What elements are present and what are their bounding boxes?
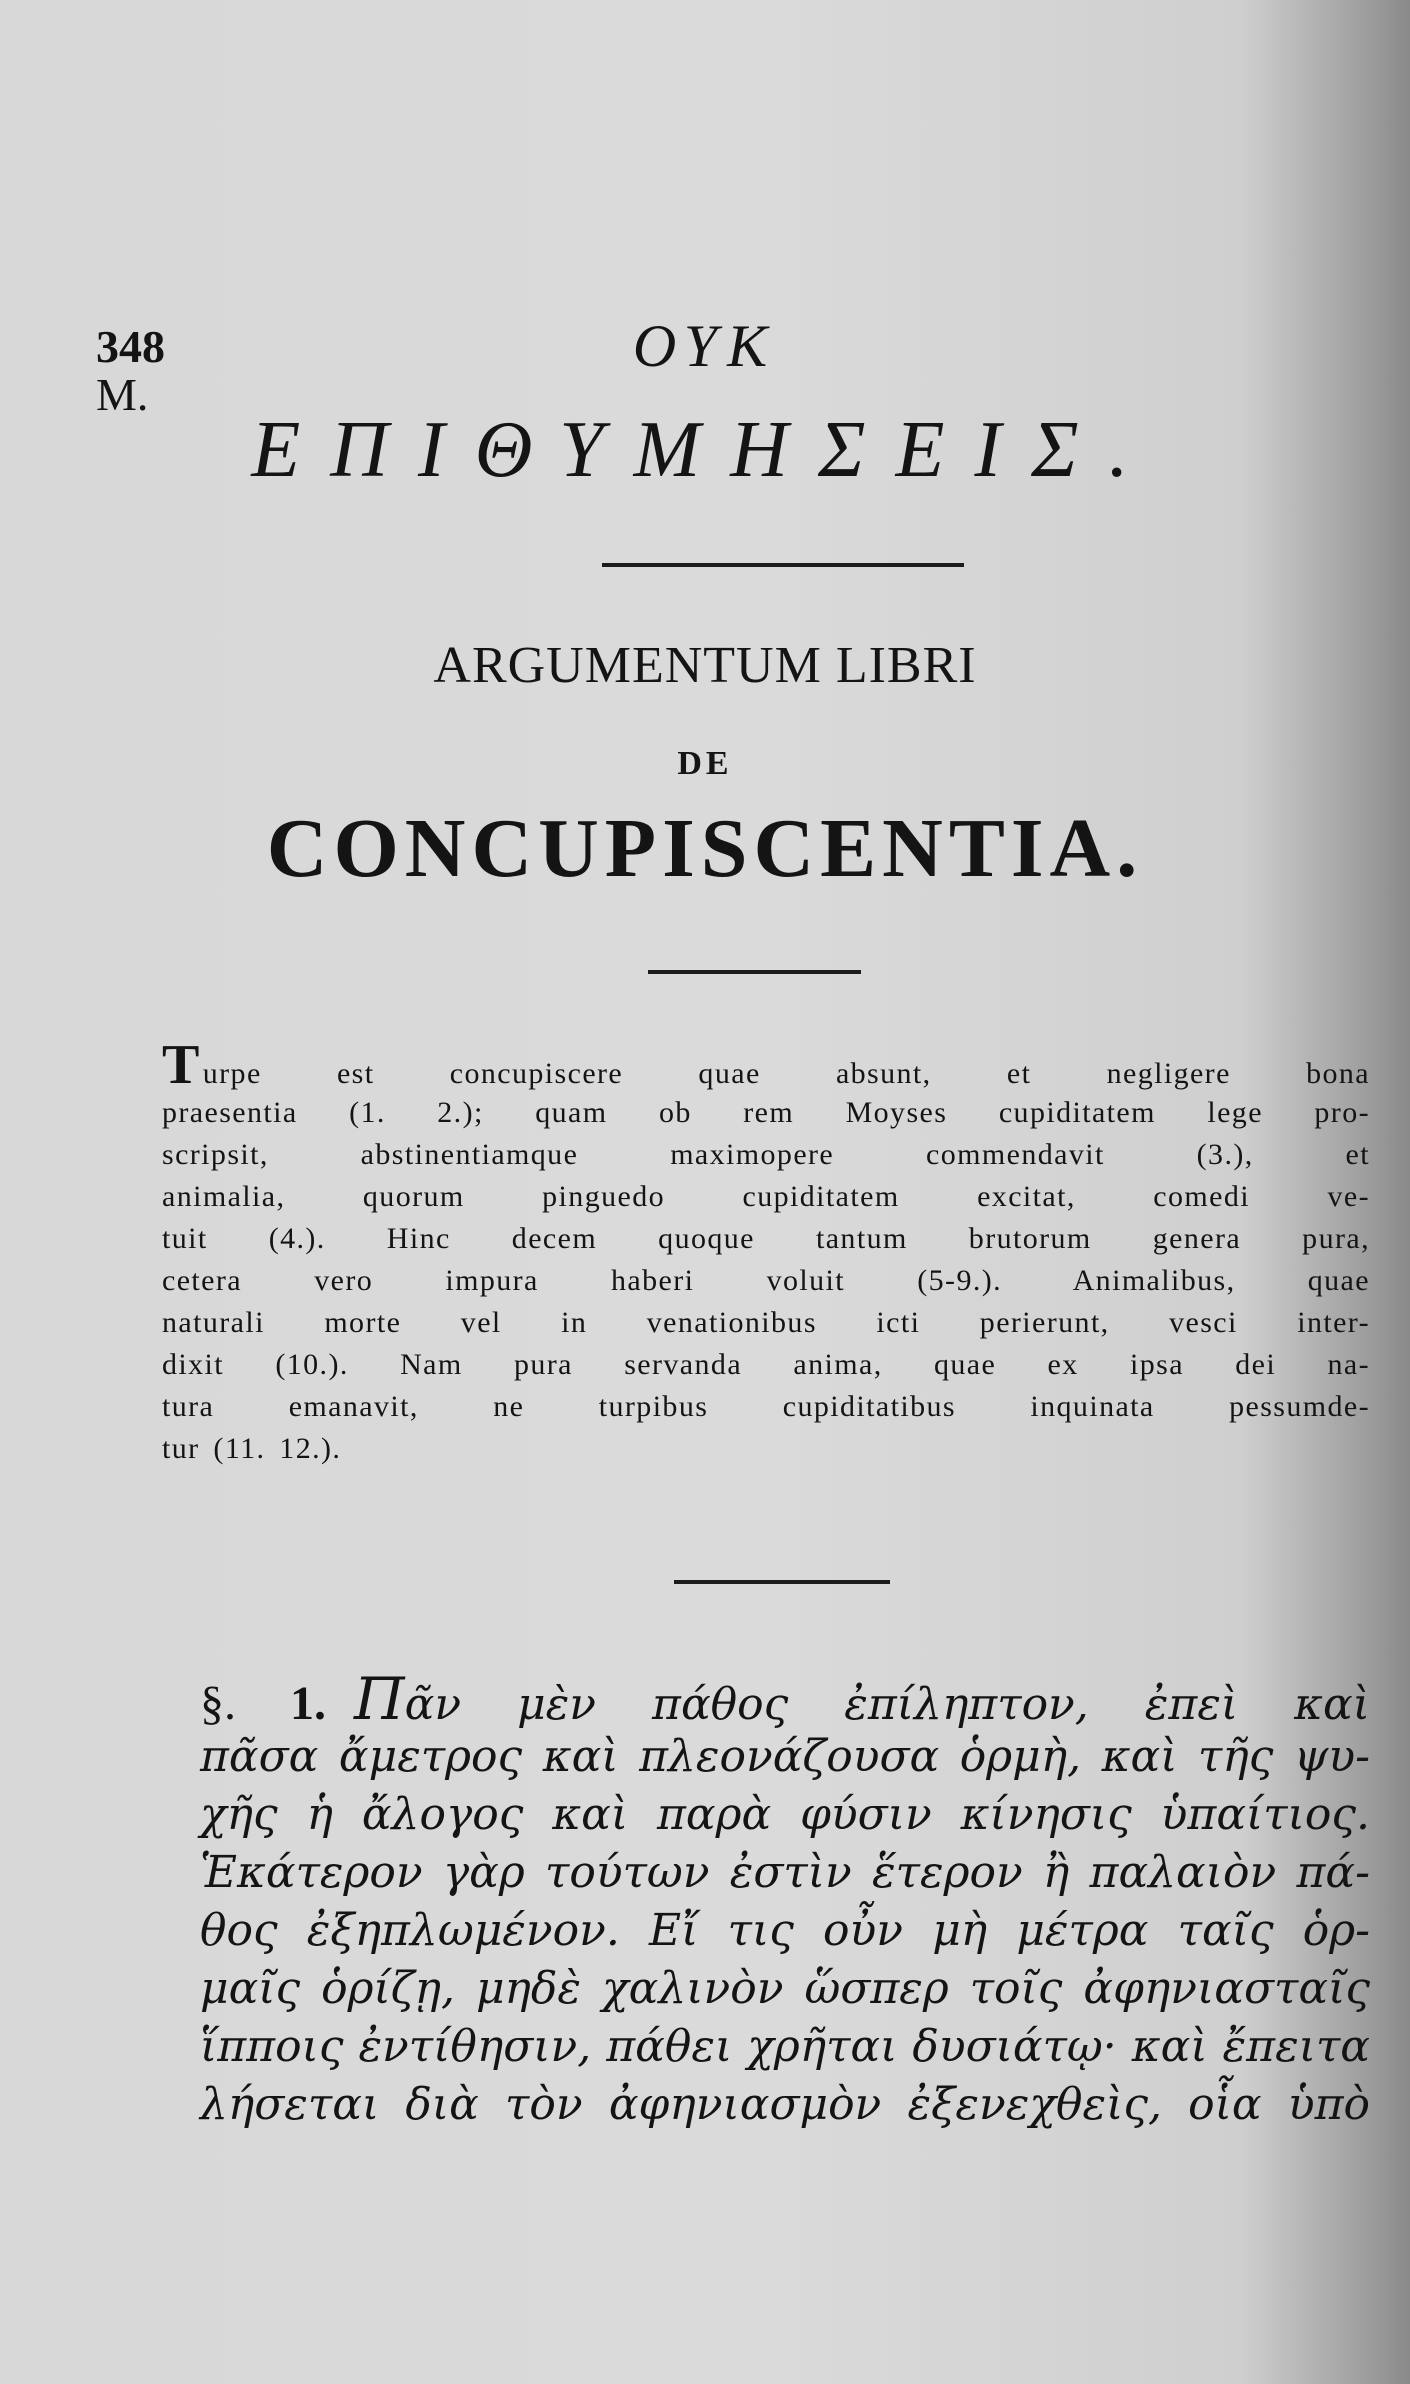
argument-subject: CONCUPISCENTIA. — [266, 802, 1144, 895]
greek-body-text — [200, 1665, 1371, 2134]
summary-line: animalia, quorum pinguedo cupiditatem excitat, comedi ve- — [162, 1180, 1370, 1213]
summary-line: Turpe est concupiscere quae absunt, et negligere bona — [162, 1034, 1370, 1096]
body-line: Ἑκάτερον γὰρ τούτων ἐστὶν ἕτερον ἢ παλαιὸν πά- — [200, 1847, 1370, 1898]
summary-line: tuit (4.). Hinc decem quoque tantum brutorum genera pura, — [162, 1222, 1370, 1255]
divider-rule-middle — [648, 970, 861, 974]
section-mark: §. — [200, 1677, 236, 1730]
margin-note: M. — [96, 369, 149, 420]
page-number: 348 — [96, 321, 165, 372]
argument-de: DE — [677, 745, 733, 782]
divider-rule-bottom — [674, 1580, 890, 1584]
divider-rule-top — [602, 563, 964, 567]
summary-line: tur (11. 12.). — [162, 1432, 342, 1465]
section-number: 1. — [290, 1677, 327, 1730]
summary-line: dixit (10.). Nam pura servanda anima, quae ex ipsa dei na- — [162, 1348, 1370, 1381]
greek-title-line1: ΟΥΚ — [632, 313, 778, 379]
body-line: λήσεται διὰ τὸν ἀφηνιασμὸν ἐξενεχθεὶς, οἷα ὑπὸ — [200, 2079, 1370, 2130]
body-line: θος ἐξηπλωμένον. Εἴ τις οὖν μὴ μέτρα ταῖς ὁρ- — [200, 1905, 1370, 1956]
summary-line: cetera vero impura haberi voluit (5-9.). Animalibus, quae — [162, 1264, 1370, 1297]
greek-title-line2: ΕΠΙΘΥΜΗΣΕΙΣ. — [251, 406, 1159, 494]
body-line: ἵπποις ἐντίθησιν, πάθει χρῆται δυσιάτῳ· καὶ ἔπειτα — [200, 2021, 1370, 2072]
body-line: πᾶσα ἄμετρος καὶ πλεονάζουσα ὁρμὴ, καὶ τῆς ψυ- — [200, 1731, 1370, 1782]
summary-line: scripsit, abstinentiamque maximopere commendavit (3.), et — [162, 1138, 1370, 1171]
body-line: μαῖς ὁρίζῃ, μηδὲ χαλινὸν ὥσπερ τοῖς ἀφηνιασταῖς — [200, 1963, 1370, 2014]
drop-cap: T — [162, 1034, 201, 1096]
summary-line: naturali morte vel in venationibus icti perierunt, vesci inter- — [162, 1306, 1370, 1339]
body-line: χῆς ἡ ἄλογος καὶ παρὰ φύσιν κίνησις ὑπαίτιος. — [200, 1789, 1370, 1840]
section-heading — [200, 1677, 326, 1730]
summary-line: tura emanavit, ne turpibus cupiditatibus inquinata pessumde- — [162, 1390, 1370, 1423]
first-letter: Π — [354, 1665, 405, 1733]
body-line: §. 1. Πᾶν μὲν πάθος ἐπίληπτον, ἐπεὶ καὶ — [200, 1665, 1371, 1733]
argument-title: ARGUMENTUM LIBRI — [433, 637, 977, 694]
summary-line: praesentia (1. 2.); quam ob rem Moyses cupiditatem lege pro- — [162, 1096, 1370, 1129]
argument-summary — [162, 1034, 1370, 1470]
